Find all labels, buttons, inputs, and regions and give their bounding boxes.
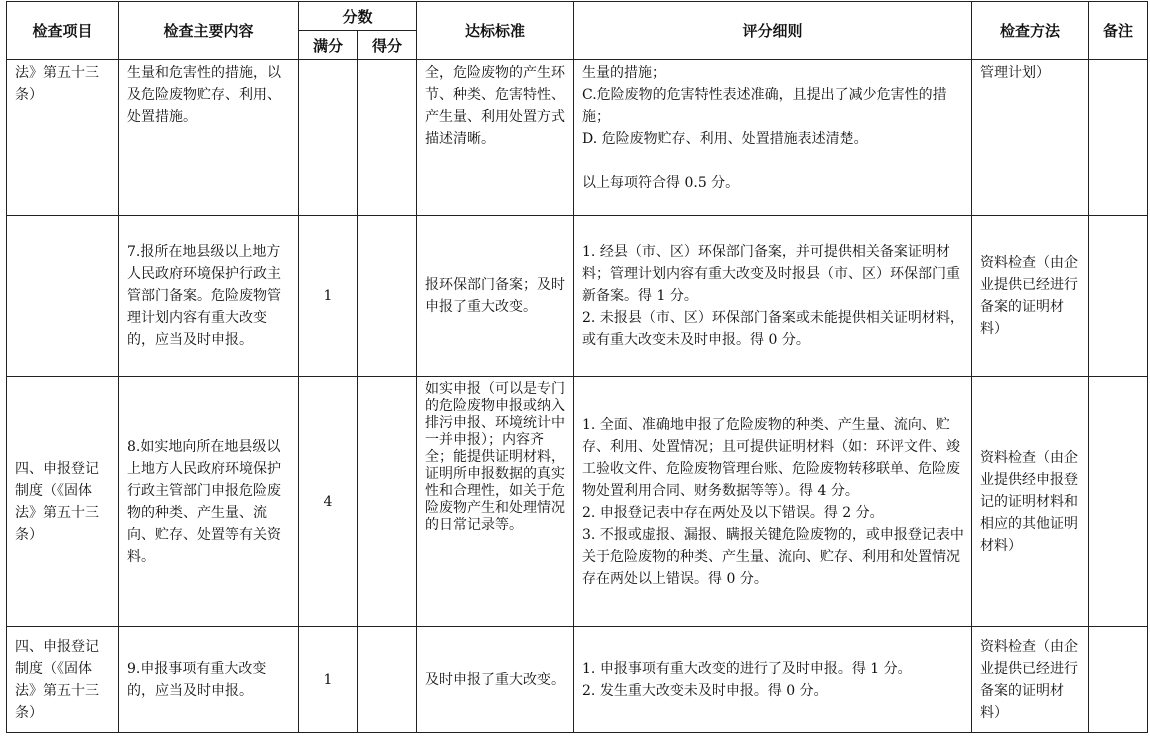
- detail-line: 1. 全面、准确地申报了危险废物的种类、产生量、流向、贮存、利用、处置情况；且可提供证明材料（如：环评文件、竣工验收文件、危险废物管理台账、危险废物转移联单、危险废物处置利用合同、财务数据等等）。得 4 分。: [582, 416, 961, 499]
- row-full-score-cell: 1: [299, 216, 358, 377]
- header-standard: 达标标准: [417, 2, 574, 60]
- row-method-cell: 资料检查（由企业提供已经进行备案的证明材料）: [972, 216, 1089, 377]
- row-got-score-cell: [358, 377, 417, 627]
- row-item-cell: [7, 216, 119, 377]
- row-detail-cell: [574, 60, 972, 216]
- row-got-score-cell: [358, 60, 417, 216]
- row-note-cell: [1089, 377, 1148, 627]
- row-method-cell: 资料检查（由企业提供经申报登记的证明材料和相应的其他证明材料）: [972, 377, 1089, 627]
- row-standard-cell: 全，危险废物的产生环节、种类、危害特性、产生量、利用处置方式描述清晰。: [417, 60, 574, 216]
- header-item: 检查项目: [7, 2, 119, 60]
- row-got-score-cell: [358, 216, 417, 377]
- row-note-cell: [1089, 627, 1148, 733]
- row-detail-cell: [574, 377, 972, 627]
- row-content-cell: 生量和危害性的措施，以及危险废物贮存、利用、处置措施。: [119, 60, 299, 216]
- row-item-cell: 四、申报登记制度（《固体法》第五十三条）: [7, 377, 119, 627]
- header-method: 检查方法: [972, 2, 1089, 60]
- inspection-table: [6, 1, 1148, 733]
- table-row: [7, 60, 1148, 216]
- detail-line: 2. 未报县（市、区）环保部门备案或未能提供相关证明材料，或有重大改变未及时申报。得 0 分。: [582, 310, 964, 348]
- header-detail: 评分细则: [574, 2, 972, 60]
- table-row: [7, 377, 1148, 627]
- detail-line: 1. 申报事项有重大改变的进行了及时申报。得 1 分。: [582, 660, 912, 677]
- row-note-cell: [1089, 60, 1148, 216]
- header-score: 分数: [299, 2, 417, 31]
- row-detail-cell: [574, 216, 972, 377]
- detail-line: C.危险废物的危害特性表述准确，且提出了减少危害性的措施；: [582, 87, 947, 125]
- row-got-score-cell: [358, 627, 417, 733]
- header-note: 备注: [1089, 2, 1148, 60]
- row-method-cell: 资料检查（由企业提供已经进行备案的证明材料）: [972, 627, 1089, 733]
- detail-spacer: [582, 150, 965, 172]
- detail-line: 以上每项符合得 0.5 分。: [582, 175, 740, 191]
- detail-line: D. 危险废物贮存、利用、处置措施表述清楚。: [582, 131, 868, 147]
- row-full-score-cell: 1: [299, 627, 358, 733]
- row-detail-cell: [574, 627, 972, 733]
- detail-line: 1. 经县（市、区）环保部门备案，并可提供相关备案证明材料；管理计划内容有重大改变及时报县（市、区）环保部门重新备案。得 1 分。: [582, 244, 961, 304]
- row-full-score-cell: [299, 60, 358, 216]
- row-full-score-cell: 4: [299, 377, 358, 627]
- row-content-cell: 8.如实地向所在地县级以上地方人民政府环境保护行政主管部门申报危险废物的种类、产生量、流向、贮存、处置等有关资料。: [119, 377, 299, 627]
- table-row: [7, 627, 1148, 733]
- row-item-cell: 四、申报登记制度（《固体法》第五十三条）: [7, 627, 119, 733]
- header-got-score: 得分: [358, 31, 417, 60]
- row-content-cell: 7.报所在地县级以上地方人民政府环境保护行政主管部门备案。危险废物管理计划内容有重大改变的，应当及时申报。: [119, 216, 299, 377]
- detail-line: 2. 发生重大改变未及时申报。得 0 分。: [582, 682, 828, 699]
- detail-line: 3. 不报或虚报、漏报、瞒报关键危险废物的，或申报登记表中关于危险废物的种类、产生量、流向、贮存、利用和处置情况存在两处以上错误。得 0 分。: [582, 526, 964, 587]
- header-content: 检查主要内容: [119, 2, 299, 60]
- row-item-cell: 法》第五十三条）: [7, 60, 119, 216]
- detail-line: 2. 申报登记表中存在两处及以下错误。得 2 分。: [582, 504, 884, 521]
- header-full-score: 满分: [299, 31, 358, 60]
- row-standard-cell: 如实申报（可以是专门的危险废物申报或纳入排污申报、环境统计中一并申报）；内容齐全；能提供证明材料，证明所申报数据的真实性和合理性，如关于危险废物产生和处理情况的日常记录等。: [417, 377, 574, 627]
- row-content-cell: 9.申报事项有重大改变的，应当及时申报。: [119, 627, 299, 733]
- detail-line: 生量的措施；: [582, 65, 667, 81]
- row-method-cell: 管理计划）: [972, 60, 1089, 216]
- row-note-cell: [1089, 216, 1148, 377]
- table-row: [7, 216, 1148, 377]
- row-standard-cell: 及时申报了重大改变。: [417, 627, 574, 733]
- row-standard-cell: 报环保部门备案；及时申报了重大改变。: [417, 216, 574, 377]
